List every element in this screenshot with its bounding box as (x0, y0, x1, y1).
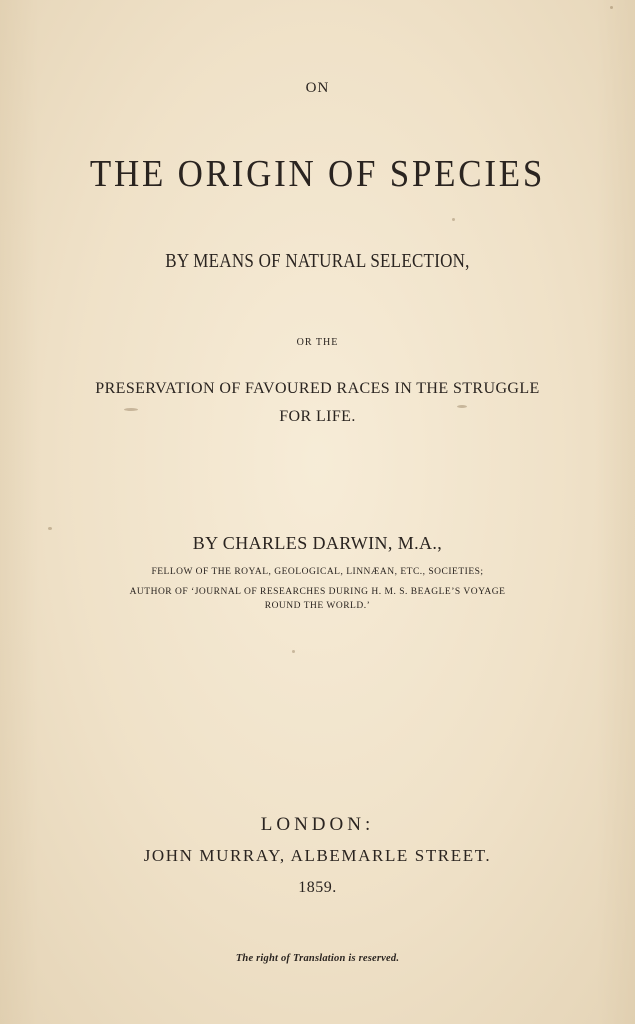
book-title: THE ORIGIN OF SPECIES (89, 153, 546, 195)
foxing-spot (457, 405, 467, 408)
author-credentials: FELLOW OF THE ROYAL, GEOLOGICAL, LINNÆAN, ETC., SOCIETIES; (151, 567, 484, 577)
author-previous-work-line-2: ROUND THE WORLD.’ (264, 601, 371, 611)
foxing-spot (124, 408, 138, 411)
author-line: BY CHARLES DARWIN, M.A., (192, 533, 443, 553)
foxing-spot (292, 650, 295, 653)
alternate-title-line-2: FOR LIFE. (279, 408, 356, 425)
foxing-spot (610, 6, 613, 9)
rights-notice: The right of Translation is reserved. (235, 953, 400, 964)
publisher-line: JOHN MURRAY, ALBEMARLE STREET. (143, 846, 492, 865)
foxing-spot (452, 218, 455, 221)
alternate-title-line-1: PRESERVATION OF FAVOURED RACES IN THE STRUGGLE (95, 380, 540, 397)
preposition-on: ON (305, 80, 330, 96)
publication-year: 1859. (298, 879, 337, 896)
or-the-connector: OR THE (296, 337, 339, 348)
foxing-spot (48, 527, 52, 530)
publication-city: LONDON: (260, 814, 375, 835)
author-previous-work-line-1: AUTHOR OF ‘JOURNAL OF RESEARCHES DURING H. M. S. BEAGLE’S VOYAGE (129, 587, 506, 597)
book-subtitle: BY MEANS OF NATURAL SELECTION, (165, 250, 470, 272)
